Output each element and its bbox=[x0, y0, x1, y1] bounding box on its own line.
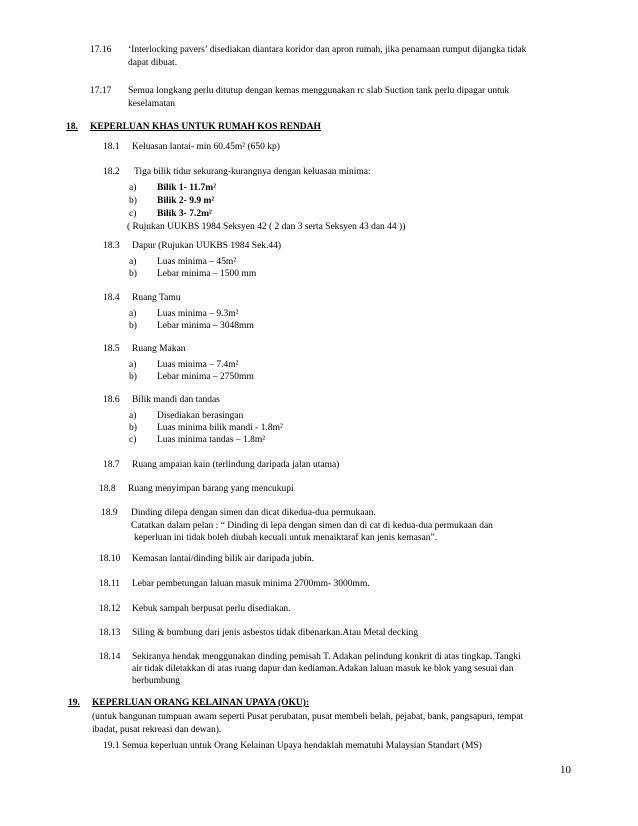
item-18-4-number: 18.4 bbox=[103, 293, 120, 303]
item-17-16-number: 17.16 bbox=[90, 45, 112, 55]
mandi-b-label: b) bbox=[129, 423, 137, 433]
bilik-a-label: a) bbox=[129, 183, 137, 193]
item-18-5-text: Ruang Makan bbox=[132, 344, 186, 354]
item-18-10-number: 18.10 bbox=[99, 554, 121, 564]
mandi-a-text: Disediakan berasingan bbox=[157, 411, 244, 421]
item-18-8-text: Ruang menyimpan barang yang mencukupi bbox=[128, 484, 294, 494]
item-18-11-text: Lebar pembetungan laluan masuk minima 2700mm- 3000mm. bbox=[132, 579, 370, 589]
item-17-17-text-2: keselamatan bbox=[128, 99, 175, 109]
item-18-11-number: 18.11 bbox=[99, 579, 121, 589]
item-18-9-text-3: keperluan ini tidak boleh diubah kecuali untuk menaiktaraf kan jenis kemasan”. bbox=[134, 533, 438, 543]
item-18-14-text-3: berbumbung bbox=[132, 676, 181, 686]
item-17-16-text-1: ‘Interlocking pavers’ disediakan diantara koridor dan apron rumah, jika penamaan rumput dijangka tidak bbox=[128, 45, 527, 55]
dapur-b-label: b) bbox=[129, 269, 137, 279]
item-18-5-number: 18.5 bbox=[103, 344, 120, 354]
bilik-c-label: c) bbox=[129, 209, 137, 219]
item-18-4-text: Ruang Tamu bbox=[132, 293, 181, 303]
bilik-a-text: Bilik 1- 11.7m² bbox=[157, 183, 217, 193]
item-18-13-number: 18.13 bbox=[99, 628, 121, 638]
item-17-17-number: 17.17 bbox=[90, 86, 112, 96]
item-18-9-text-2: Catatkan dalam pelan : “ Dinding di lepa dengan simen dan di cat di kedua-dua permukaan dan bbox=[131, 521, 493, 531]
section-18-title: KEPERLUAN KHAS UNTUK RUMAH KOS RENDAH bbox=[90, 122, 321, 132]
item-18-14-text-2: air tidak diletakkan di atas ruang dapur dan kediaman.Adakan laluan masuk ke blok yang sesuai dan bbox=[132, 664, 514, 674]
item-18-3-text: Dapur (Rujukan UUKBS 1984 Sek.44) bbox=[132, 241, 282, 251]
mandi-c-label: c) bbox=[129, 435, 137, 445]
makan-a-text: Luas minima – 7.4m² bbox=[157, 360, 239, 370]
item-18-14-number: 18.14 bbox=[99, 652, 121, 662]
item-18-2-number: 18.2 bbox=[103, 167, 120, 177]
dapur-b-text: Lebar minima – 1500 mm bbox=[157, 269, 257, 279]
item-18-9-number: 18.9 bbox=[101, 508, 118, 518]
mandi-b-text: Luas minima bilik mandi - 1.8m² bbox=[157, 423, 283, 433]
section-19-number: 19. bbox=[68, 698, 80, 708]
section-19-intro-2: ibadat, pusat rekreasi dan dewan). bbox=[92, 725, 222, 735]
item-18-13-text: Siling & bumbung dari jenis asbestos tidak dibenarkan.Atau Metal decking bbox=[132, 628, 419, 638]
item-18-3-number: 18.3 bbox=[103, 241, 120, 251]
item-18-6-number: 18.6 bbox=[103, 395, 120, 405]
mandi-a-label: a) bbox=[129, 411, 137, 421]
page-number: 10 bbox=[560, 764, 571, 776]
makan-a-label: a) bbox=[129, 360, 137, 370]
dapur-a-text: Luas minima – 45m² bbox=[157, 257, 237, 267]
item-18-6-text: Bilik mandi dan tandas bbox=[132, 395, 220, 405]
tamu-b-label: b) bbox=[129, 321, 137, 331]
mandi-c-text: Luas minima tandas – 1.8m² bbox=[157, 435, 266, 445]
bilik-b-text: Bilik 2- 9.9 m² bbox=[157, 196, 215, 206]
tamu-a-text: Luas minima – 9.3m² bbox=[157, 309, 239, 319]
section-19-intro-1: (untuk bangunan tumpuan awam seperti Pusat perubatan, pusat membeli belah, pejabat, bank, pangsapuri, tempat bbox=[92, 712, 524, 722]
section-19-title: KEPERLUAN ORANG KELAINAN UPAYA (OKU): bbox=[92, 698, 310, 708]
item-17-17-text-1: Semua longkang perlu ditutup dengan kemas menggunakan rc slab Suction tank perlu dipagar untuk bbox=[128, 86, 510, 96]
item-18-12-number: 18.12 bbox=[99, 604, 121, 614]
item-18-10-text: Kemasan lantai/dinding bilik air daripada jubin. bbox=[132, 554, 315, 564]
bilik-c-text: Bilik 3- 7.2m² bbox=[157, 209, 212, 219]
section-18-number: 18. bbox=[66, 122, 78, 132]
item-18-12-text: Kebuk sampah berpusat perlu disediakan. bbox=[132, 604, 291, 614]
item-18-1-number: 18.1 bbox=[103, 142, 120, 152]
makan-b-label: b) bbox=[129, 372, 137, 382]
item-18-7-number: 18.7 bbox=[103, 460, 120, 470]
item-18-1-text: Keluasan lantai- min 60.45m² (650 kp) bbox=[132, 142, 280, 152]
item-19-1-text: 19.1 Semua keperluan untuk Orang Kelainan Upaya hendaklah mematuhi Malaysian Standart (MS) bbox=[103, 741, 482, 751]
item-18-2-text: Tiga bilik tidur sekurang-kurangnya dengan keluasan minima: bbox=[134, 167, 371, 177]
item-18-14-text-1: Sekiranya hendak menggunakan dinding pemisah T. Adakan pelindung konkrit di atas tingkap. Tangki bbox=[132, 652, 521, 662]
tamu-a-label: a) bbox=[129, 309, 137, 319]
makan-b-text: Lebar minima – 2750mm bbox=[157, 372, 254, 382]
item-18-8-number: 18.8 bbox=[99, 484, 116, 494]
rujukan-seksyen-42: ( Rujukan UUKBS 1984 Seksyen 42 ( 2 dan 3 serta Seksyen 43 dan 44 )) bbox=[127, 222, 406, 232]
item-18-9-text-1: Dinding dilepa dengan simen dan dicat dikedua-dua permukaan. bbox=[131, 508, 376, 518]
dapur-a-label: a) bbox=[129, 257, 137, 267]
bilik-b-label: b) bbox=[129, 196, 137, 206]
item-18-7-text: Ruang ampaian kain (terlindung daripada jalan utama) bbox=[132, 460, 340, 470]
item-17-16-text-2: dapat dibuat. bbox=[128, 58, 178, 68]
tamu-b-text: Lebar minima – 3048mm bbox=[157, 321, 254, 331]
